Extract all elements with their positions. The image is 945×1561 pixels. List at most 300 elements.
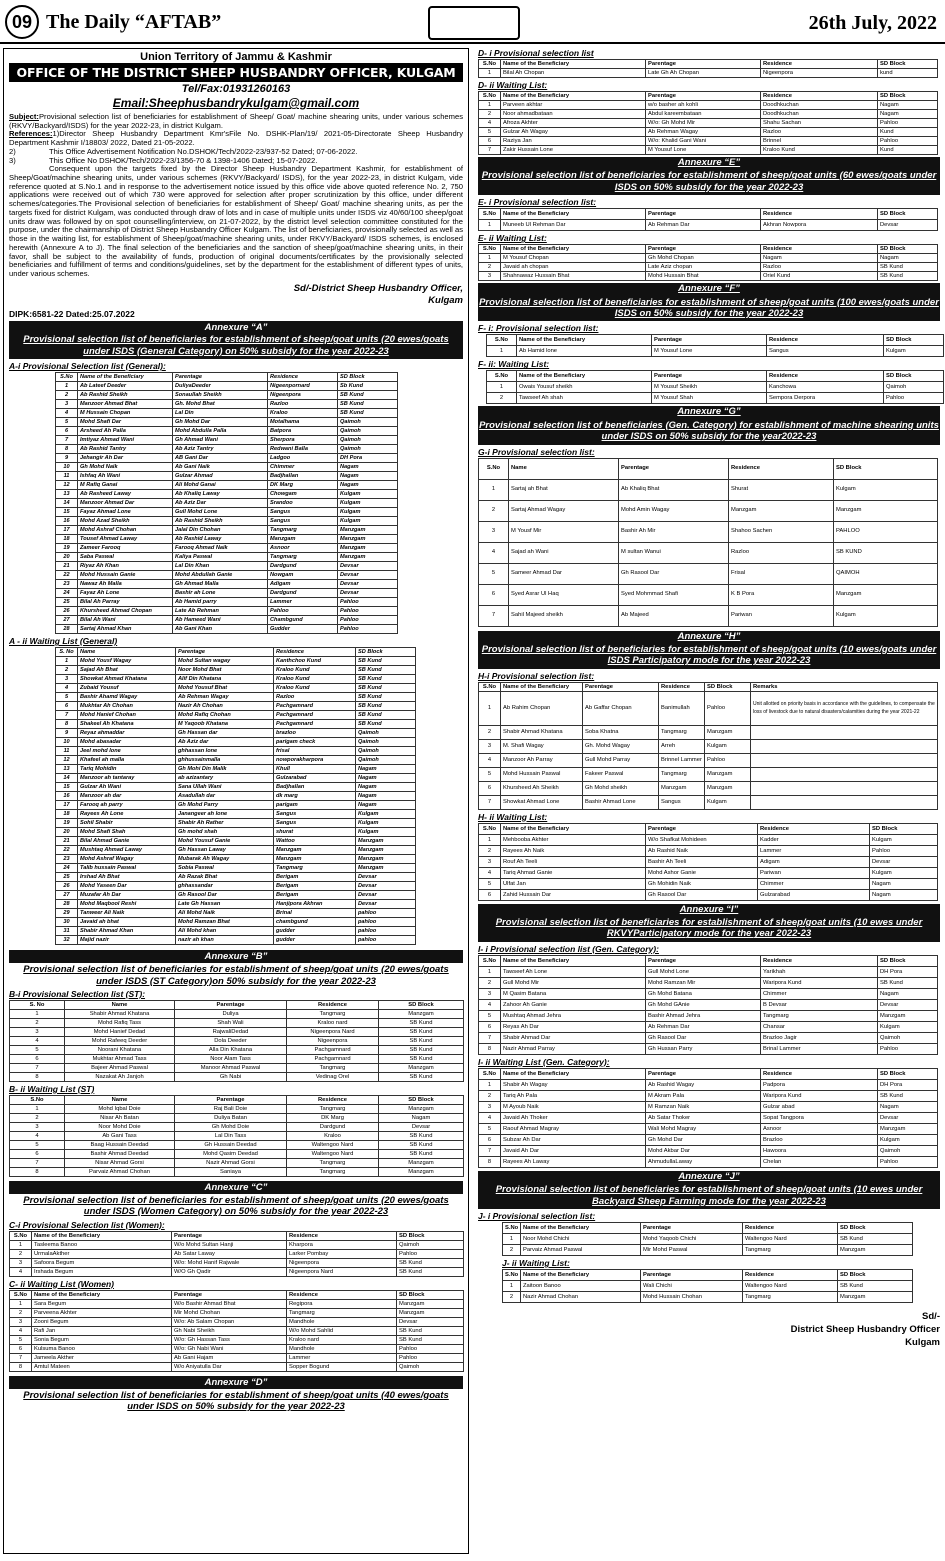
table-cell: Hanjipora Akhran <box>274 900 356 909</box>
table-row <box>10 1240 464 1249</box>
table-cell: Mohd Ashraf Wagay <box>78 855 176 864</box>
table-cell: Gh Mohidin Naik <box>646 878 758 889</box>
table-row <box>56 535 398 544</box>
table-cell: AB Gani Dar <box>173 454 268 463</box>
table-cell: Wali Chichi <box>641 1281 743 1292</box>
table-row <box>56 607 398 616</box>
table-cell: 6 <box>10 1149 65 1158</box>
table-header-row <box>479 458 938 479</box>
table-row <box>56 810 416 819</box>
table-cell: 3 <box>10 1122 65 1131</box>
table-cell: 2 <box>479 845 501 856</box>
table-cell: Shahu Sachan <box>761 119 878 128</box>
table-header-cell: S.No <box>479 823 501 834</box>
annexure-b-title: Provisional selection list of beneficiaries for establishment of sheep/goat units (20 ewes/goats under ISDS (ST Category)on 50% subsidy for the year 2022-23 <box>23 964 449 987</box>
table-cell: M Yousuf Shah <box>652 393 767 404</box>
table-row <box>56 481 398 490</box>
table-cell: Syed Mohmmad Shafi <box>619 584 729 605</box>
table-cell: Gh Mohd Parry <box>176 801 274 810</box>
signature-line-1: Sd/-District Sheep Husbandry Officer, <box>293 282 463 294</box>
table-cell: Fayaz Ah Lone <box>78 589 173 598</box>
table-row <box>479 739 938 753</box>
table-cell: Mohd Yousf Wagay <box>78 657 176 666</box>
table-cell: Pahloo <box>705 753 751 767</box>
table-header-cell: Residence <box>761 245 878 254</box>
table-cell: SB Kund <box>838 1281 913 1292</box>
table-cell: W/o Mohd Sahlid <box>287 1326 397 1335</box>
table-cell: K B Pora <box>729 584 834 605</box>
table-cell: Badjhallan <box>274 783 356 792</box>
table-row <box>503 1234 913 1245</box>
table-cell: Manzgam <box>705 767 751 781</box>
table-cell: Razloo <box>761 263 878 272</box>
table-row <box>56 391 398 400</box>
table-cell: 12 <box>56 481 78 490</box>
table-header-cell: SD Block <box>838 1270 913 1281</box>
table-cell: Noor Mohd Bhat <box>176 666 274 675</box>
table-cell: Ab Rehman Dar <box>646 1021 761 1032</box>
reference-2: This Office Advertisement Notification No.DSHOK/Tech/2022-23/937-52 Dated; 07-06-2022. <box>49 146 358 156</box>
table-cell: 3 <box>56 675 78 684</box>
table-row <box>479 542 938 563</box>
table-cell: 9 <box>56 729 78 738</box>
table-cell: Asnoor <box>268 544 338 553</box>
table-cell: Mohd Ramzan Mir <box>646 977 761 988</box>
table-cell: 5 <box>10 1045 65 1054</box>
table-cell: 2 <box>487 393 517 404</box>
table-cell: Devsar <box>338 589 398 598</box>
table-cell: SB Kund <box>379 1018 464 1027</box>
table-cell: Waltengoo Nard <box>287 1149 379 1158</box>
table-header-cell: S.No <box>503 1270 521 1281</box>
table-cell: SB Kund <box>338 400 398 409</box>
table-cell: 18 <box>56 810 78 819</box>
table-cell: Parveen akhtar <box>501 101 646 110</box>
table-cell: 5 <box>10 1140 65 1149</box>
table-cell: 4 <box>479 999 501 1010</box>
table-cell: 2 <box>503 1245 521 1256</box>
table-row <box>10 1131 464 1140</box>
table-cell: Bashir Ah Mir <box>619 521 729 542</box>
table-cell: Ab Lateef Deeder <box>78 382 173 391</box>
table-cell: 2 <box>10 1018 65 1027</box>
table-header-cell: S.No <box>487 371 517 382</box>
table-cell: Doodhkuchan <box>761 110 878 119</box>
table-cell: SB Kund <box>356 666 416 675</box>
table-cell: Gh Rasool Dar <box>176 891 274 900</box>
table-cell: Abdul kareembataan <box>646 110 761 119</box>
table-cell: 5 <box>56 693 78 702</box>
table-cell: Nagam <box>878 101 938 110</box>
table-cell: Gh Mohi Din Malik <box>176 765 274 774</box>
table-cell: W/o: Gh Mohd Mir <box>646 119 761 128</box>
table-cell: 28 <box>56 900 78 909</box>
annexure-i-label: Annexure “I” <box>478 904 940 917</box>
table-cell: 7 <box>479 1145 501 1156</box>
table-header-cell: Name of the Beneficiary <box>501 209 646 220</box>
table-cell: Noor Mohd Chichi <box>521 1234 641 1245</box>
table-cell: Sherpora <box>268 436 338 445</box>
annexure-f-title: Provisional selection list of beneficiaries for establishment of sheep/goat units (100 ewes/goats under ISDS on 50% subsidy for the year 2022-23 <box>478 297 940 322</box>
table-cell: Lammer <box>758 845 870 856</box>
table-row <box>56 711 416 720</box>
table-cell: Devsar <box>356 873 416 882</box>
table-cell: 2 <box>479 977 501 988</box>
table-header-cell: Name <box>78 648 176 657</box>
table-row <box>479 1043 938 1054</box>
annexure-h-ii-heading: H- ii Waiting List: <box>478 811 548 822</box>
table-cell: Rayees Ah Lone <box>78 810 176 819</box>
table-header-row <box>487 371 944 382</box>
table-cell: Sameer Ahmad Dar <box>509 563 619 584</box>
annexure-f-label: Annexure “F” <box>478 283 940 296</box>
table-row <box>479 69 938 78</box>
table-header-cell: Name <box>65 1095 175 1104</box>
table-row <box>56 828 416 837</box>
table-row <box>479 1123 938 1134</box>
table-row <box>56 616 398 625</box>
table-header-cell: Parentage <box>646 245 761 254</box>
table-cell: 7 <box>10 1353 32 1362</box>
table-cell: Kraloo Kund <box>274 675 356 684</box>
table-cell: Mohd Azad Sheikh <box>78 517 173 526</box>
table-row <box>56 747 416 756</box>
table-header-row <box>479 1068 938 1079</box>
table-cell: 8 <box>56 445 78 454</box>
table-header-row <box>10 1290 464 1299</box>
table-cell: Late Gh Ah Chopan <box>646 69 761 78</box>
table-cell: 6 <box>56 427 78 436</box>
table-cell: Razloo <box>268 400 338 409</box>
table-header-cell: SD Block <box>878 955 938 966</box>
table-cell: Tariq Ah Pala <box>501 1090 646 1101</box>
table-cell: Mohd Rafeeq Deeder <box>65 1036 175 1045</box>
table-cell: 1 <box>10 1240 32 1249</box>
table-row <box>479 767 938 781</box>
table-cell: Tangmarg <box>287 1009 379 1018</box>
table-row <box>10 1140 464 1149</box>
table-row <box>10 1267 464 1276</box>
table-cell: Devsar <box>338 562 398 571</box>
table-cell: Mukhtar Ahmad Tass <box>65 1054 175 1063</box>
table-header-cell: Residence <box>274 648 356 657</box>
table-cell: Berigam <box>274 873 356 882</box>
table-cell: 6 <box>56 702 78 711</box>
table-cell: Bilal Ah Parray <box>78 598 173 607</box>
table-cell: Zameer Farooq <box>78 544 173 553</box>
table-cell: Imtiyaz Ahmad Wani <box>78 436 173 445</box>
table-cell: Gull Mohd Lone <box>646 966 761 977</box>
table-cell: Kraloo Kund <box>274 666 356 675</box>
table-header-cell: Name of the Beneficiary <box>501 245 646 254</box>
table-row <box>479 128 938 137</box>
table-cell: Ab Rashid Sheikh <box>173 517 268 526</box>
table-cell: Nazir Ahmad Parray <box>501 1043 646 1054</box>
table-cell: Manzgam <box>338 535 398 544</box>
table-row <box>56 445 398 454</box>
table-row <box>479 254 938 263</box>
table-header-cell: S.No <box>479 955 501 966</box>
table-cell: 4 <box>10 1131 65 1140</box>
footer-sd: Sd/- <box>922 1311 940 1323</box>
table-cell: Nagam <box>878 1101 938 1112</box>
table-cell: Kulgam <box>356 819 416 828</box>
table-cell: Ab Aziz Dar <box>173 499 268 508</box>
table-cell: 1 <box>479 220 501 231</box>
table-cell: Parvaiz Ahmad Paswal <box>521 1245 641 1256</box>
table-cell: Qaimoh <box>356 747 416 756</box>
table-cell: Janangeer ah lone <box>176 810 274 819</box>
table-header-cell: S.No <box>479 245 501 254</box>
table-cell: Kraloo <box>268 409 338 418</box>
table-cell: Ishfaq Ah Wani <box>78 472 173 481</box>
annexure-b-label: Annexure “B” <box>9 950 463 963</box>
table-cell: Nagam <box>356 801 416 810</box>
table-cell: Kraloo Kund <box>274 684 356 693</box>
table-cell: Ab Majeed <box>619 605 729 626</box>
table-cell: SB Kund <box>356 684 416 693</box>
table-cell: Mubarak Ah Wagay <box>176 855 274 864</box>
ann-e-rows1-table <box>478 208 938 231</box>
table-cell: 2 <box>479 500 509 521</box>
table-cell: Gh Rasool Dar <box>619 563 729 584</box>
table-cell: SB Kund <box>397 1326 464 1335</box>
ann-j-rows2-table <box>502 1269 913 1303</box>
table-cell: Lammer <box>287 1353 397 1362</box>
table-cell: Devsar <box>356 882 416 891</box>
table-cell: Jeel mohd lone <box>78 747 176 756</box>
table-row <box>56 801 416 810</box>
table-cell: Ab Rashid Tantry <box>78 445 173 454</box>
table-cell: Nagam <box>338 463 398 472</box>
table-cell: Mohd Rafiq Tass <box>65 1018 175 1027</box>
table-row <box>479 1134 938 1145</box>
table-cell: SB Kund <box>356 693 416 702</box>
table-row <box>487 382 944 393</box>
table-row <box>56 891 416 900</box>
table-cell: 7 <box>56 711 78 720</box>
table-cell: Ab Satar Thoker <box>646 1112 761 1123</box>
table-row <box>56 765 416 774</box>
table-cell: Kulgam <box>338 508 398 517</box>
table-cell: 8 <box>56 720 78 729</box>
table-cell: 5 <box>56 418 78 427</box>
table-cell: Mohd abasadar <box>78 738 176 747</box>
table-cell: 21 <box>56 562 78 571</box>
table-cell: 23 <box>56 580 78 589</box>
table-cell: Dardgund <box>268 589 338 598</box>
table-header-cell: S.No <box>56 373 78 382</box>
table-cell: Sb Kund <box>338 382 398 391</box>
table-cell: B Devsar <box>761 999 878 1010</box>
table-cell: Sangus <box>274 810 356 819</box>
annexure-b-ii-heading: B- ii Waiting List (ST) <box>9 1083 95 1094</box>
table-cell: Farooq ah parry <box>78 801 176 810</box>
table-cell: Bashir Ahamd Wagay <box>78 693 176 702</box>
table-cell: Manzgam <box>274 855 356 864</box>
ann-f-rows2-table <box>486 370 944 404</box>
table-cell: Tangmarg <box>287 1167 379 1176</box>
annexure-a-title: Provisional selection list of beneficiaries for establishment of sheep/goat units (20 ewes/goats under ISDS (General Category) on 50% subsidy for the year 2022-23 <box>9 334 463 359</box>
table-header-cell: Residence <box>761 60 878 69</box>
table-cell: Alif Din Khatana <box>176 675 274 684</box>
table-cell: Qaimoh <box>397 1240 464 1249</box>
table-row <box>479 753 938 767</box>
table-cell: Gh Hassan dar <box>176 729 274 738</box>
table-cell: PAHLOO <box>834 521 938 542</box>
table-cell: Pahloo <box>705 691 751 725</box>
table-cell: W/o: Mohd Hanif Rajwale <box>172 1258 287 1267</box>
table-cell: Pahloo <box>397 1249 464 1258</box>
table-header-cell: Parentage <box>646 209 761 220</box>
table-cell: Pahloo <box>397 1344 464 1353</box>
table-cell: 25 <box>56 598 78 607</box>
table-cell: Gulzar Ah Wagay <box>501 128 646 137</box>
table-cell: Mohd Yousuf Bhat <box>176 684 274 693</box>
table-cell: 19 <box>56 819 78 828</box>
table-cell: 5 <box>479 878 501 889</box>
annexure-h-label: Annexure “H” <box>478 631 940 644</box>
table-cell: SB Kund <box>379 1036 464 1045</box>
table-cell: Tangmarg <box>287 1308 397 1317</box>
table-cell: Kulsuma Banoo <box>32 1344 172 1353</box>
table-header-cell: SD Block <box>379 1095 464 1104</box>
office-telephone: Tel/Fax:01931260163 <box>181 83 291 95</box>
notice-body <box>9 113 463 279</box>
table-row <box>56 625 398 634</box>
table-cell: Duliya <box>175 1009 287 1018</box>
table-cell: Subzar Ah Dar <box>501 1134 646 1145</box>
table-row <box>56 598 398 607</box>
table-cell: 22 <box>56 571 78 580</box>
table-cell: Brinal <box>274 909 356 918</box>
table-cell: Gulzar Ahmad <box>173 472 268 481</box>
table-row <box>479 845 938 856</box>
annexure-h-i-heading: H-i Provisional selection list: <box>478 670 595 681</box>
annexure-b-i-heading: B-i Provisional Selection list (ST): <box>9 988 146 999</box>
table-cell: Waripora Kund <box>761 1090 878 1101</box>
ann-g-rows-table <box>478 458 938 627</box>
table-header-cell: S.No <box>503 1223 521 1234</box>
table-cell: 4 <box>10 1267 32 1276</box>
table-cell: SB KUND <box>834 542 938 563</box>
table-cell: Ab Rehman Wagay <box>176 693 274 702</box>
table-cell: Kraloo Kund <box>761 146 878 155</box>
annexure-i-i-heading: I- i Provisional selection list (Gen. Category): <box>478 943 659 954</box>
table-cell: Pahloo <box>338 598 398 607</box>
table-row <box>56 418 398 427</box>
ann-b-rows1-table <box>9 1000 464 1082</box>
table-cell: QAIMOH <box>834 563 938 584</box>
table-row <box>479 220 938 231</box>
table-cell: 2 <box>479 110 501 119</box>
table-cell: Chelan <box>761 1156 878 1167</box>
table-cell: Bashir Ahmad Lone <box>583 795 659 809</box>
table-cell: Gull Mohd Parray <box>583 753 659 767</box>
table-cell: Nagam <box>870 878 938 889</box>
table-cell: 7 <box>479 795 501 809</box>
table-row <box>56 544 398 553</box>
table-cell: nowporakharpora <box>274 756 356 765</box>
table-cell: 1 <box>503 1234 521 1245</box>
table-cell: Redwani Balla <box>268 445 338 454</box>
annexure-e-label: Annexure “E” <box>478 157 940 170</box>
table-cell: kund <box>878 69 938 78</box>
table-cell: Nagam <box>870 889 938 900</box>
table-cell: M Yousuf Lone <box>646 146 761 155</box>
table-cell: Nigeenpora <box>287 1036 379 1045</box>
table-cell: Late Ab Rehman <box>173 607 268 616</box>
table-row <box>479 889 938 900</box>
table-cell: Devsar <box>870 856 938 867</box>
table-header-cell: Parentage <box>646 955 761 966</box>
table-row <box>56 738 416 747</box>
table-cell: Gh Ahmad Malla <box>173 580 268 589</box>
annexure-e-i-heading: E- i Provisional selection list: <box>478 197 597 208</box>
table-cell: 3 <box>479 739 501 753</box>
remark-empty-cell <box>751 767 938 781</box>
table-cell: Adigam <box>758 856 870 867</box>
table-header-cell: S.No <box>10 1231 32 1240</box>
table-cell: Mukhtar Ah Chohan <box>78 702 176 711</box>
table-cell: Khursheed Ah Sheikh <box>501 781 583 795</box>
table-header-cell: Residence <box>287 1095 379 1104</box>
table-cell: Kharpora <box>287 1240 397 1249</box>
table-cell: Mohd Hanief Dedad <box>65 1027 175 1036</box>
table-cell: Pahloo <box>878 119 938 128</box>
table-cell: Nazakat Ah Janjoh <box>65 1072 175 1081</box>
table-cell: Jameela Akther <box>32 1353 172 1362</box>
table-cell: 12 <box>56 756 78 765</box>
table-cell: ghhussainmalla <box>176 756 274 765</box>
table-cell: Tangmarg <box>659 767 705 781</box>
table-row <box>56 463 398 472</box>
table-cell: Mir Mohd Paswal <box>641 1245 743 1256</box>
table-cell: Ab Aziz dar <box>176 738 274 747</box>
table-cell: 16 <box>56 517 78 526</box>
table-row <box>479 977 938 988</box>
table-header-cell: S.No <box>10 1095 65 1104</box>
table-cell: parigam check <box>274 738 356 747</box>
table-cell: 32 <box>56 936 78 945</box>
table-cell: 6 <box>479 781 501 795</box>
table-cell: Doodhkuchan <box>761 101 878 110</box>
table-row <box>56 774 416 783</box>
table-cell: Gh Mohd sheikh <box>583 781 659 795</box>
table-cell: Chimmer <box>761 988 878 999</box>
table-cell: 4 <box>56 684 78 693</box>
table-cell: SB Kund <box>356 702 416 711</box>
table-cell: Soba Khatna <box>583 725 659 739</box>
table-row <box>56 693 416 702</box>
table-cell: Devsar <box>379 1122 464 1131</box>
table-cell: 7 <box>10 1158 65 1167</box>
table-cell: Jehangir Ah Dar <box>78 454 173 463</box>
table-header-cell: Residence <box>761 209 878 220</box>
newspaper-name: The Daily “AFTAB” <box>46 11 222 33</box>
table-cell: Asadullah dar <box>176 792 274 801</box>
table-cell: M. Shafi Wagay <box>501 739 583 753</box>
table-cell: Pahloo <box>338 625 398 634</box>
table-cell: Gh Hassan Laway <box>176 846 274 855</box>
table-cell: 3 <box>479 1101 501 1112</box>
table-cell: Mohd Yousuf Ganie <box>176 837 274 846</box>
table-cell: Arreh <box>659 739 705 753</box>
table-cell: Saba Paswal <box>78 553 173 562</box>
table-row <box>479 1145 938 1156</box>
table-cell: Kulgam <box>705 739 751 753</box>
table-cell: Gh Mohd Chopan <box>646 254 761 263</box>
